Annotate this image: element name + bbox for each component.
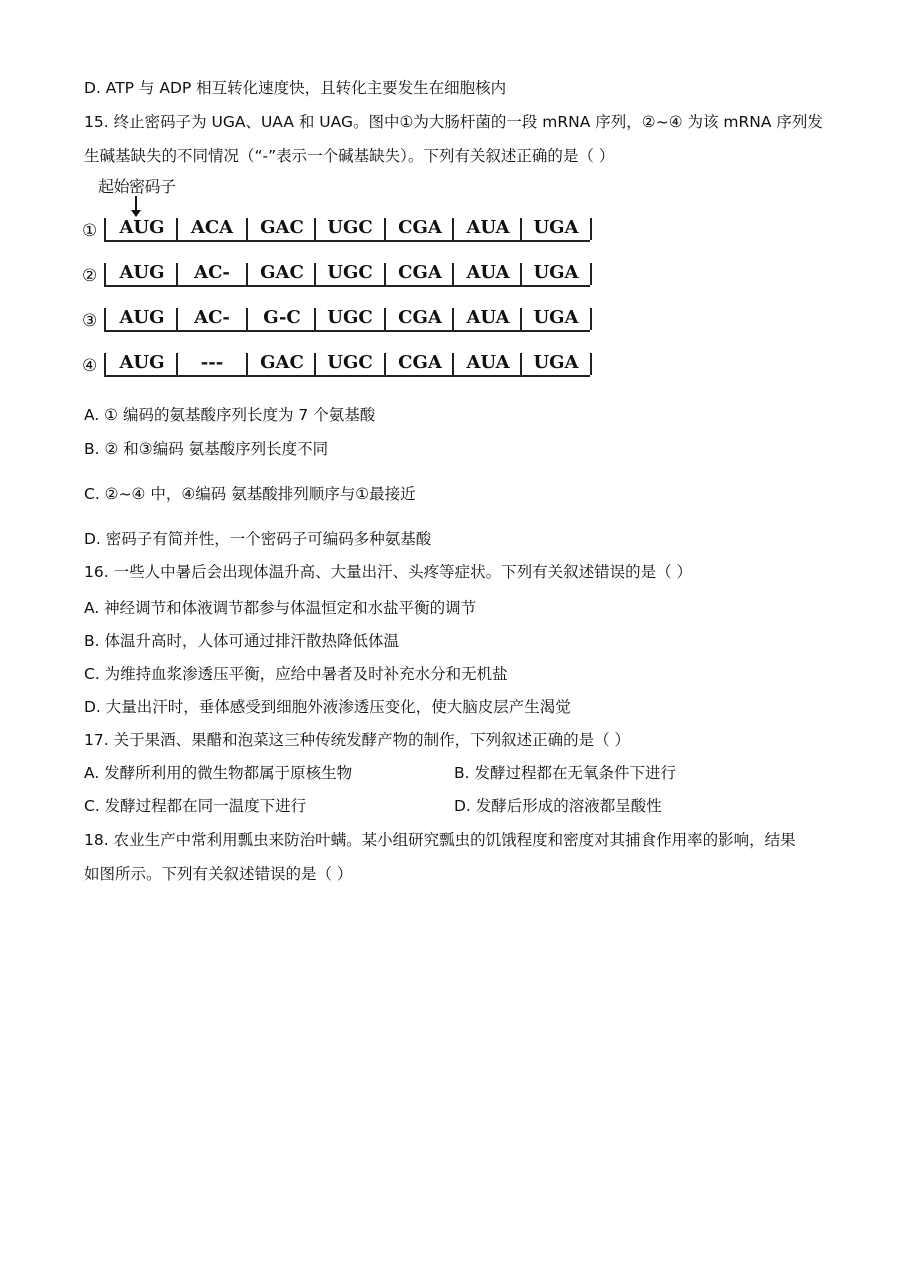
sequence-bar <box>104 261 590 287</box>
codon: AUA <box>466 262 510 283</box>
codon: AUG <box>119 307 165 328</box>
codon-separator <box>104 308 106 330</box>
codon-separator <box>104 353 106 375</box>
sequence-bar <box>104 351 590 377</box>
codon: CGA <box>398 307 442 328</box>
q16-option-a: A. 神经调节和体液调节都参与体温恒定和水盐平衡的调节 <box>84 599 477 617</box>
codon: UGC <box>327 217 373 238</box>
q15-stem-line-1: 15. 终止密码子为 UGA、UAA 和 UAG。图中①为大肠杆菌的一段 mRNA 序列，②~④ 为该 mRNA 序列发 <box>84 113 823 131</box>
codon: UGC <box>327 262 373 283</box>
q17-option-d: D. 发酵后形成的溶液都呈酸性 <box>454 797 662 815</box>
codon-separator <box>590 353 592 375</box>
codon: AUG <box>119 217 165 238</box>
codon: ACA <box>190 217 234 238</box>
q14-option-d: D. ATP 与 ADP 相互转化速度快，且转化主要发生在细胞核内 <box>84 79 507 97</box>
mrna-sequence-figure <box>84 172 604 382</box>
codon: UGC <box>327 307 373 328</box>
codon: AC- <box>194 307 230 328</box>
codon: AUG <box>119 352 165 373</box>
q16-stem: 16. 一些人中暑后会出现体温升高、大量出汗、头疼等症状。下列有关叙述错误的是（ ） <box>84 563 693 581</box>
codon: AUG <box>119 262 165 283</box>
q18-stem-line-1: 18. 农业生产中常利用瓢虫来防治叶螨。某小组研究瓢虫的饥饿程度和密度对其捕食作用率的影响，结果 <box>84 831 796 849</box>
q18-stem-line-2: 如图所示。下列有关叙述错误的是（ ） <box>84 865 353 883</box>
q15-stem-line-2: 生碱基缺失的不同情况（“-”表示一个碱基缺失）。下列有关叙述正确的是（ ） <box>84 147 615 165</box>
codon: AUA <box>466 307 510 328</box>
q15-option-b: B. ② 和③编码 氨基酸序列长度不同 <box>84 440 329 458</box>
codon: AUA <box>466 217 510 238</box>
q17-options-row-2 <box>84 796 824 816</box>
q17-option-c: C. 发酵过程都在同一温度下进行 <box>84 797 307 815</box>
q16-option-c: C. 为维持血浆渗透压平衡，应给中暑者及时补充水分和无机盐 <box>84 665 508 683</box>
codon: CGA <box>398 217 442 238</box>
codon-separator <box>590 308 592 330</box>
start-codon-label: 起始密码子 <box>98 177 176 196</box>
q15-option-c: C. ②~④ 中，④编码 氨基酸排列顺序与①最接近 <box>84 485 416 503</box>
codon: --- <box>200 352 224 373</box>
q17-option-b: B. 发酵过程都在无氧条件下进行 <box>454 764 676 782</box>
sequence-row-number: ④ <box>82 356 98 376</box>
sequence-bar <box>104 306 590 332</box>
q17-stem: 17. 关于果酒、果醋和泡菜这三种传统发酵产物的制作，下列叙述正确的是（ ） <box>84 731 631 749</box>
codon: AUA <box>466 352 510 373</box>
codon: UGA <box>533 352 579 373</box>
codon: GAC <box>260 217 304 238</box>
q16-option-d: D. 大量出汗时，垂体感受到细胞外液渗透压变化，使大脑皮层产生渴觉 <box>84 698 571 716</box>
sequence-bar <box>104 216 590 242</box>
codon: GAC <box>260 352 304 373</box>
codon: GAC <box>260 262 304 283</box>
codon-separator <box>590 263 592 285</box>
codon: UGA <box>533 307 579 328</box>
sequence-row-number: ③ <box>82 311 98 331</box>
q15-option-a: A. ① 编码的氨基酸序列长度为 7 个氨基酸 <box>84 406 376 424</box>
q15-option-d: D. 密码子有简并性，一个密码子可编码多种氨基酸 <box>84 530 432 548</box>
sequence-row-number: ② <box>82 266 98 286</box>
codon-separator <box>104 263 106 285</box>
codon: CGA <box>398 352 442 373</box>
codon-separator <box>590 218 592 240</box>
sequence-row-number: ① <box>82 221 98 241</box>
codon: G-C <box>263 307 301 328</box>
codon: UGA <box>533 262 579 283</box>
codon-separator <box>104 218 106 240</box>
codon: AC- <box>194 262 230 283</box>
codon: CGA <box>398 262 442 283</box>
codon: UGA <box>533 217 579 238</box>
q17-options-row-1 <box>84 763 824 783</box>
q17-option-a: A. 发酵所利用的微生物都属于原核生物 <box>84 764 353 782</box>
codon: UGC <box>327 352 373 373</box>
q16-option-b: B. 体温升高时，人体可通过排汗散热降低体温 <box>84 632 399 650</box>
